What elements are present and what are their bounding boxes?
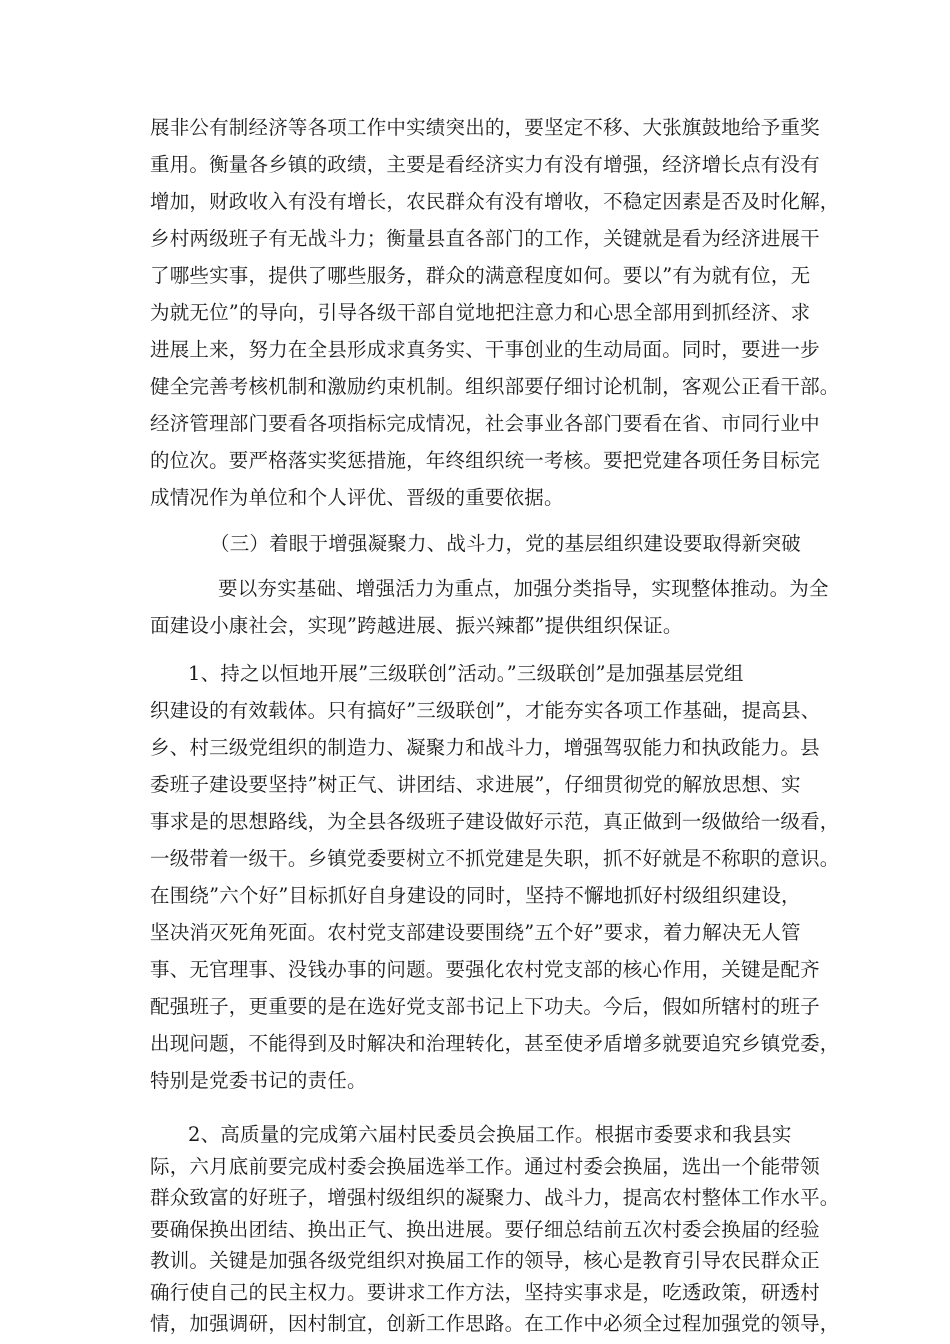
text-line: 健全完善考核机制和激励约束机制。组织部要仔细讨论机制，客观公正看干部。 <box>150 375 840 398</box>
text-line: 一级带着一级干。乡镇党委要树立不抓党建是失职，抓不好就是不称职的意识。 <box>150 847 840 870</box>
text-line: 要确保换出团结、换出正气、换出进展。要仔细总结前五次村委会换届的经验 <box>150 1217 820 1241</box>
text-line: 特别是党委书记的责任。 <box>150 1069 367 1092</box>
text-line: 要以夯实基础、增强活力为重点，加强分类指导，实现整体推动。为全 <box>218 577 829 600</box>
section-heading: （三）着眼于增强凝聚力、战斗力，党的基层组织建设要取得新突破 <box>210 532 802 555</box>
text-line: 了哪些实事，提供了哪些服务，群众的满意程度如何。要以”有为就有位，无 <box>150 264 811 287</box>
text-line: 乡村两级班子有无战斗力；衡量县直各部门的工作，关键就是看为经济进展干 <box>150 227 820 250</box>
text-line: 在围绕”六个好”目标抓好自身建设的同时，坚持不懈地抓好村级组织建设， <box>150 884 801 907</box>
text-line: 经济管理部门要看各项指标完成情况，社会事业各部门要看在省、市同行业中 <box>150 412 820 435</box>
text-line: 群众致富的好班子，增强村级组织的凝聚力、战斗力，提高农村整体工作水平。 <box>150 1186 840 1209</box>
text-line: 际，六月底前要完成村委会换届选举工作。通过村委会换届，选出一个能带领 <box>150 1154 820 1178</box>
text-line: 进展上来，努力在全县形成求真务实、干事创业的生动局面。同时，要进一步 <box>150 338 820 361</box>
text-line: 成情况作为单位和个人评优、晋级的重要依据。 <box>150 486 564 509</box>
text-line: 展非公有制经济等各项工作中实绩突出的，要坚定不移、大张旗鼓地给予重奖 <box>150 116 820 139</box>
text-line: 确行使自己的民主权力。要讲求工作方法，坚持实事求是，吃透政策，研透村 <box>150 1280 820 1304</box>
text-line: 2、高质量的完成第六届村民委员会换届工作。根据市委要求和我县实 <box>188 1123 792 1146</box>
text-line: 委班子建设要坚持”树正气、讲团结、求进展”，仔细贯彻党的解放思想、实 <box>150 773 801 796</box>
text-line: 的位次。要严格落实奖惩措施，年终组织统一考核。要把党建各项任务目标完 <box>150 449 820 472</box>
text-line: 配强班子，更重要的是在选好党支部书记上下功夫。今后，假如所辖村的班子 <box>150 995 820 1018</box>
text-line: 情，加强调研，因村制宜，创新工作思路。在工作中必须全过程加强党的领导， <box>150 1312 840 1335</box>
text-line: 坚决消灭死角死面。农村党支部建设要围绕”五个好”要求，着力解决无人管 <box>150 921 801 944</box>
text-line: 增加，财政收入有没有增长，农民群众有没有增收，不稳定因素是否及时化解， <box>150 190 840 213</box>
text-line: 事求是的思想路线，为全县各级班子建设做好示范，真正做到一级做给一级看， <box>150 810 840 833</box>
text-line: 出现问题，不能得到及时解决和治理转化，甚至使矛盾增多就要追究乡镇党委， <box>150 1032 840 1055</box>
text-line: 1、持之以恒地开展”三级联创”活动。”三级联创”是加强基层党组 <box>188 662 744 685</box>
text-line: 事、无官理事、没钱办事的问题。要强化农村党支部的核心作用，关键是配齐 <box>150 958 820 981</box>
text-line: 为就无位”的导向，引导各级干部自觉地把注意力和心思全部用到抓经济、求 <box>150 301 811 324</box>
text-line: 教训。关键是加强各级党组织对换届工作的领导，核心是教育引导农民群众正 <box>150 1249 820 1272</box>
text-line: 面建设小康社会，实现”跨越进展、振兴辣都”提供组织保证。 <box>150 614 683 637</box>
text-line: 重用。衡量各乡镇的政绩，主要是看经济实力有没有增强，经济增长点有没有 <box>150 153 820 176</box>
text-line: 织建设的有效载体。只有搞好”三级联创”，才能夯实各项工作基础，提高县、 <box>150 699 821 722</box>
text-line: 乡、村三级党组织的制造力、凝聚力和战斗力，增强驾驭能力和执政能力。县 <box>150 736 820 759</box>
